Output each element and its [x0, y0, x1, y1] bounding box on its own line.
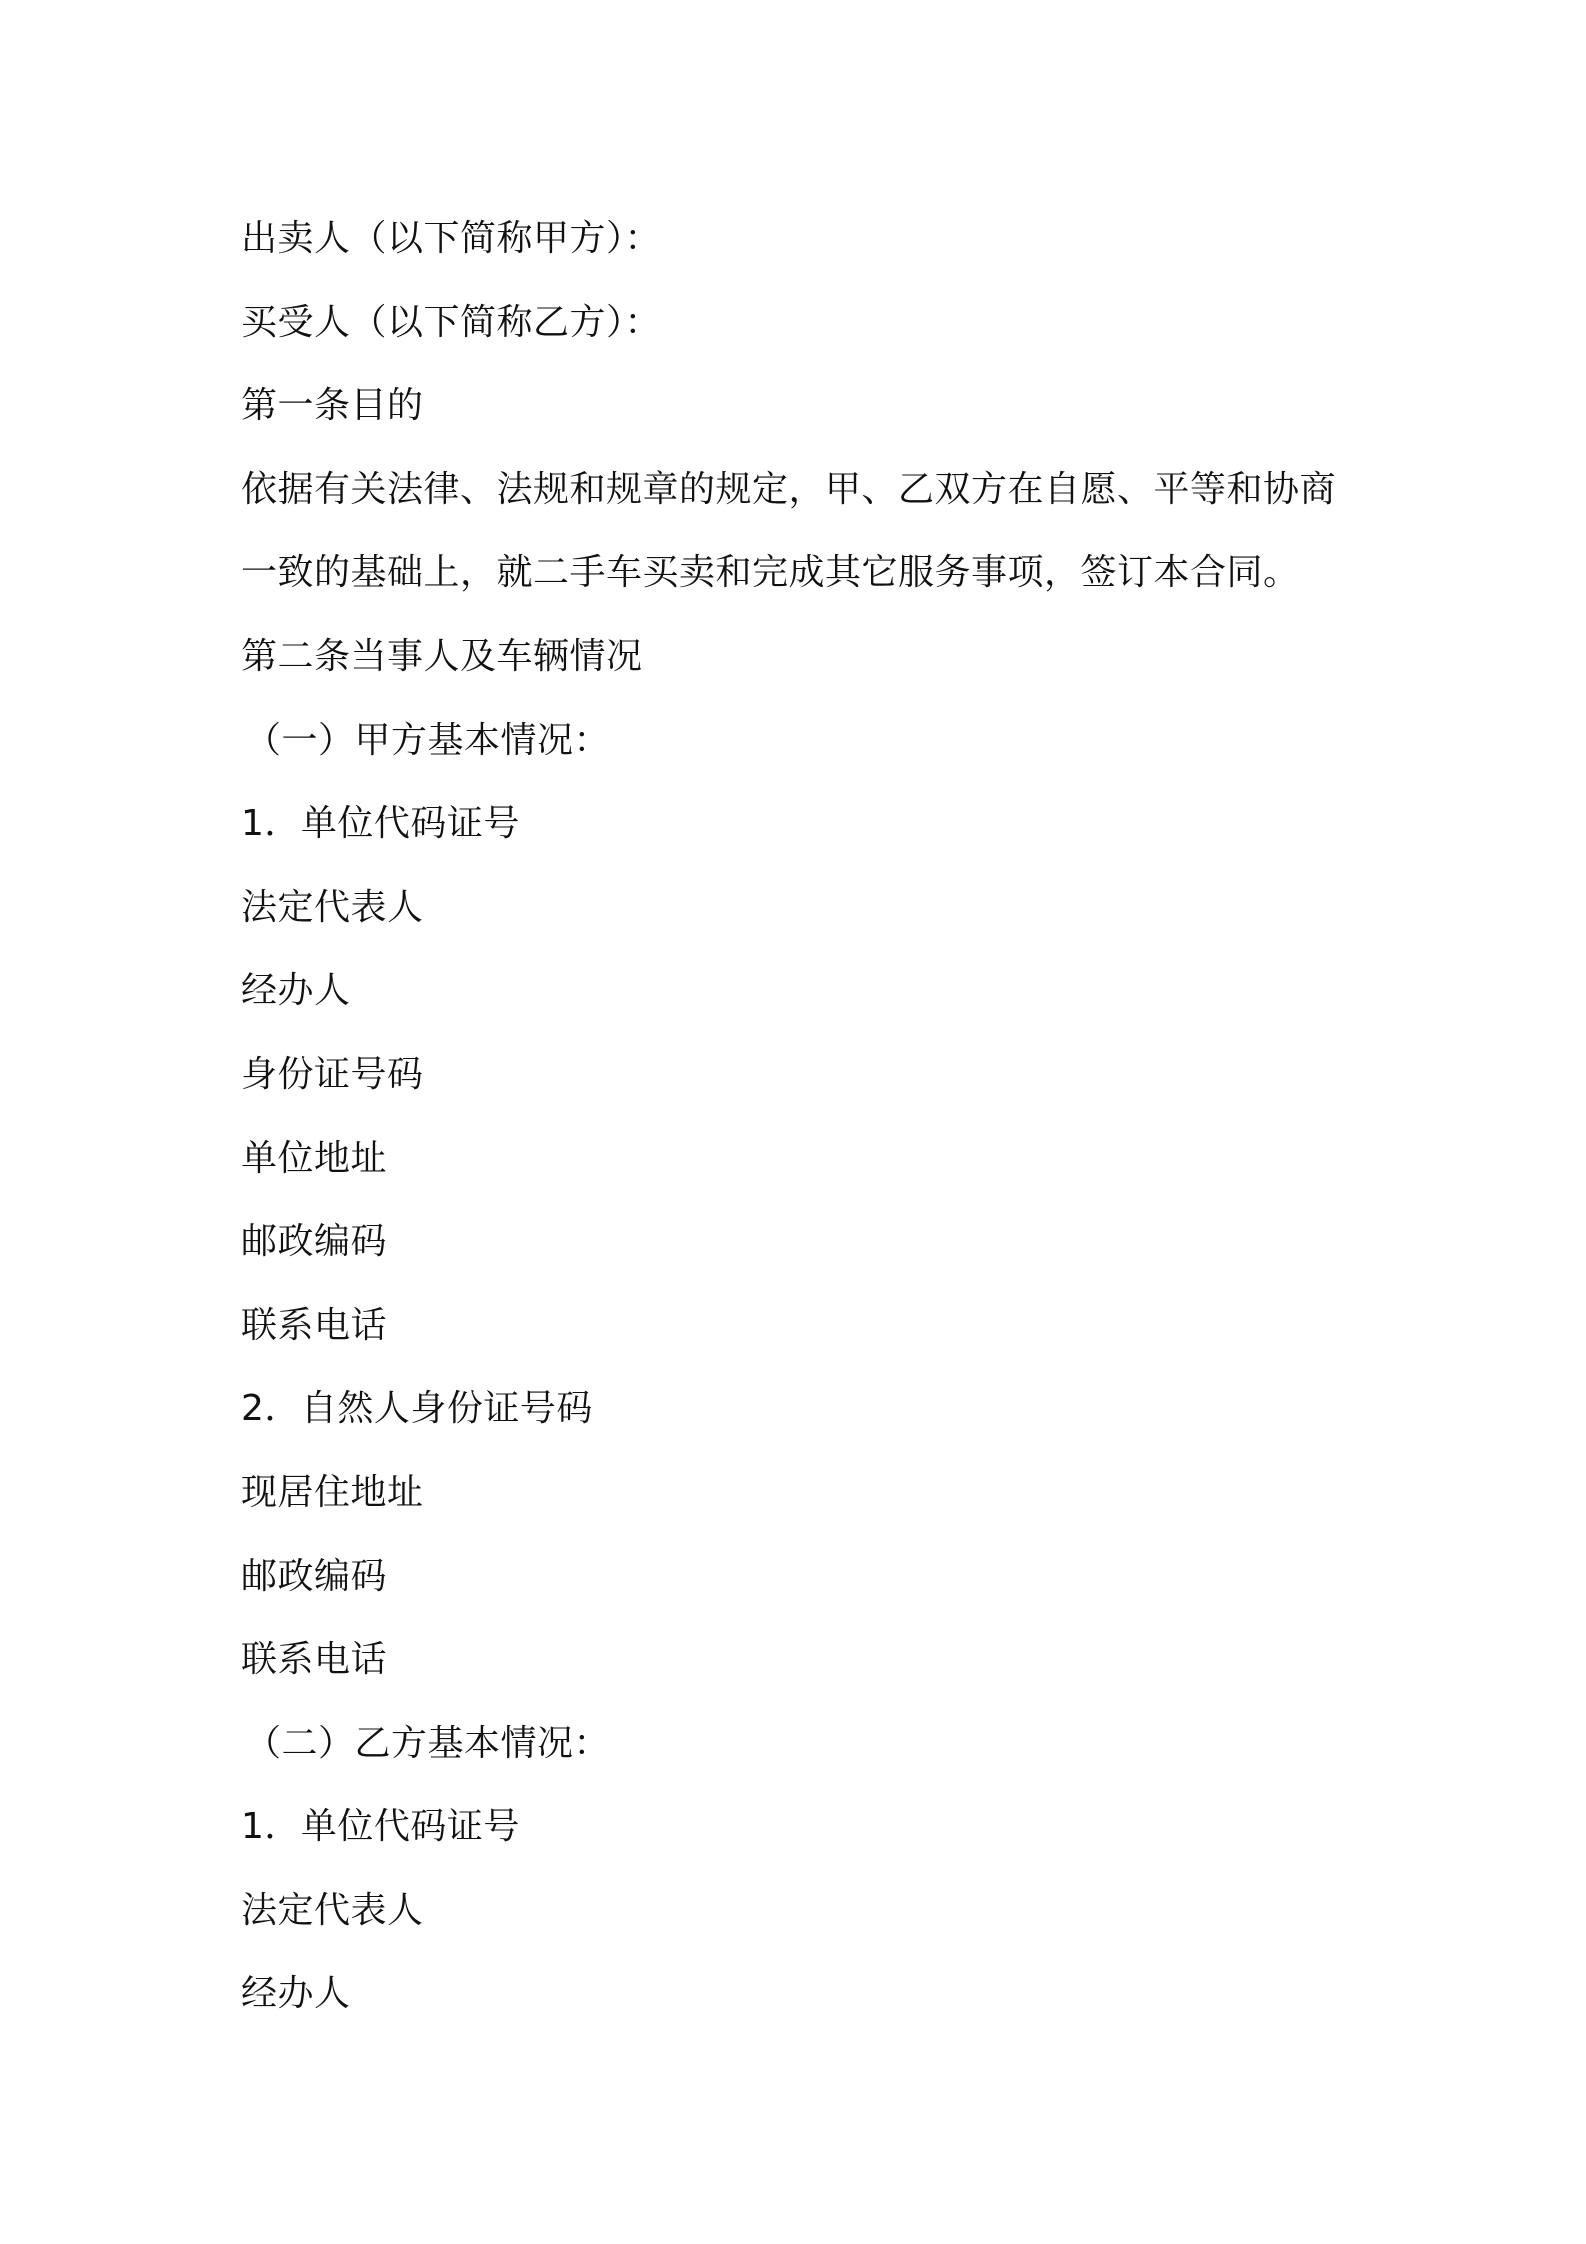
party-a-phone-field: 联系电话: [241, 1304, 388, 1346]
document-body: [241, 197, 1361, 2036]
party-a-heading: （一）甲方基本情况：: [245, 719, 611, 761]
party-a-agent-field: 经办人: [241, 970, 351, 1012]
party-b-agent-field: 经办人: [241, 1973, 351, 2015]
article-2-heading: 第二条当事人及车辆情况: [241, 635, 643, 677]
article-1-heading: 第一条目的: [241, 385, 424, 427]
party-a-legal-rep-field: 法定代表人: [241, 886, 424, 928]
party-a-person-postal-code-field: 邮政编码: [241, 1555, 388, 1597]
party-a-person-id-field: 2．自然人身份证号码: [241, 1388, 593, 1430]
party-b-legal-rep-field: 法定代表人: [241, 1889, 424, 1931]
party-b-heading: （二）乙方基本情况：: [245, 1722, 611, 1764]
party-a-org-code-field: 1．单位代码证号: [241, 803, 520, 845]
buyer-line: 买受人（以下简称乙方）：: [241, 301, 662, 343]
party-a-postal-code-field: 邮政编码: [241, 1221, 388, 1263]
party-a-person-phone-field: 联系电话: [241, 1639, 388, 1681]
party-a-id-number-field: 身份证号码: [241, 1053, 424, 1095]
party-a-residence-field: 现居住地址: [241, 1471, 424, 1513]
article-1-text-line-1: 依据有关法律、法规和规章的规定，甲、乙双方在自愿、平等和协商: [241, 468, 1337, 510]
party-b-org-code-field: 1．单位代码证号: [241, 1806, 520, 1848]
article-1-text-line-2: 一致的基础上，就二手车买卖和完成其它服务事项，签订本合同。: [241, 552, 1300, 594]
party-a-org-address-field: 单位地址: [241, 1137, 388, 1179]
seller-line: 出卖人（以下简称甲方）：: [241, 218, 662, 259]
